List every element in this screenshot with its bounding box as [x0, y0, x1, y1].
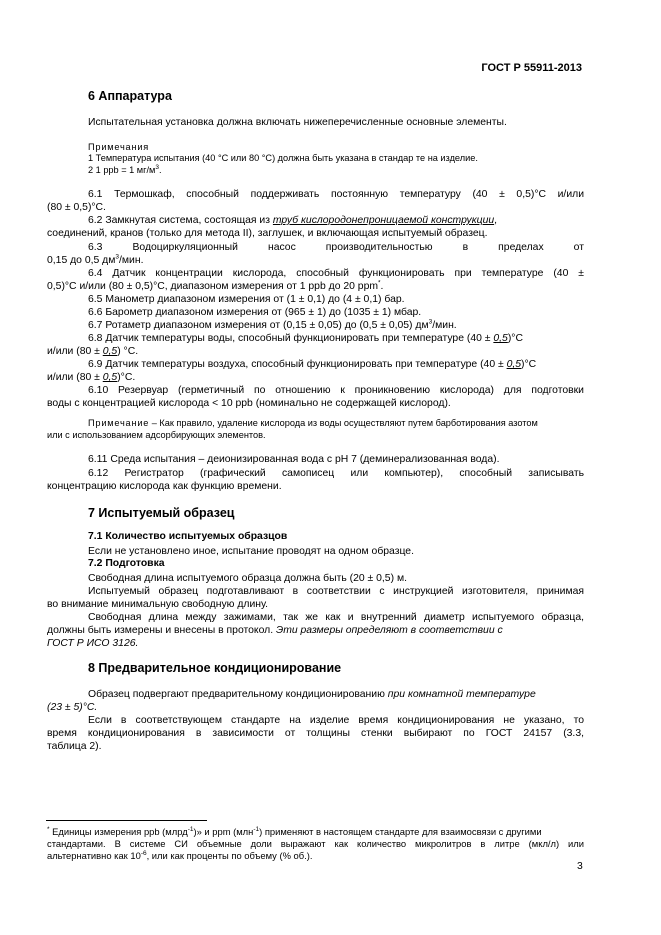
- note-1: 1 Температура испытания (40 °С или 80 °С) должна быть указана в стандар те на изделие.: [88, 153, 478, 163]
- section-8-text-2-line-1: Если в соответствующем стандарте на изделие время кондиционирования не указано, то: [88, 715, 584, 726]
- note-3-line-2: или с использованием адсорбирующих элементов.: [47, 430, 266, 440]
- section-7-title: 7 Испытуемый образец: [88, 506, 235, 520]
- item-6-11: 6.11 Среда испытания – деионизированная вода с pH 7 (деминерализованная вода).: [88, 454, 500, 465]
- item-6-8-line-1: 6.8 Датчик температуры воды, способный функционировать при температуре (40 ± 0,5)°С: [88, 333, 523, 344]
- section-8-text-1-line-1: Образец подвергают предварительному кондиционированию при комнатной температуре: [88, 689, 536, 700]
- item-6-3-line-1: 6.3 Водоциркуляционный насос производительностью в пределах от: [88, 242, 584, 253]
- note-3: Примечание – Как правило, удаление кислорода из воды осуществляют путем барботирования азотом: [88, 418, 538, 428]
- item-6-8-line-2: и/или (80 ± 0,5) °С.: [47, 346, 139, 357]
- document-header: ГОСТ Р 55911-2013: [481, 62, 582, 74]
- subsection-7-2-title: 7.2 Подготовка: [88, 558, 165, 569]
- item-6-1-line-1: 6.1 Термошкаф, способный поддерживать постоянную температуру (40 ± 0,5)°С и/или: [88, 189, 584, 200]
- item-6-12-line-1: 6.12 Регистратор (графический самописец или компьютер), способный записывать: [88, 468, 584, 479]
- subsection-7-2-text-2-line-1: Испытуемый образец подготавливают в соответствии с инструкцией изготовителя, принимая: [88, 586, 584, 597]
- page-number: 3: [577, 861, 583, 872]
- footnote-separator: [46, 820, 207, 821]
- note-2: 2 1 ppb = 1 $мг/м^3$.: [88, 163, 162, 175]
- subsection-7-1-text: Если не установлено иное, испытание проводят на одном образце.: [88, 546, 414, 557]
- item-6-4-line-2: 0,5)°С и/или (80 ± 0,5)°С, диапазоном измерения от 1 ppb до 20 ppm*.: [47, 279, 384, 292]
- item-6-10-line-2: воды с концентрацией кислорода < 10 ppb (номинально не содержащей кислород).: [47, 398, 451, 409]
- footnote-line-1: * Единицы измерения ppb (млрд$^{-1}$)» и ppm (млн$^{-1}$) применяют в настоящем стандарте для взаимосвязи с другими: [47, 825, 542, 837]
- item-6-12-line-2: концентрацию кислорода как функцию времени.: [47, 481, 282, 492]
- item-6-4-line-1: 6.4 Датчик концентрации кислорода, способный функционировать при температуре (40 ±: [88, 268, 584, 279]
- item-6-9-line-2: и/или (80 ± 0,5)°С.: [47, 372, 136, 383]
- section-8-text-1-line-2: (23 ± 5)°С.: [47, 702, 98, 713]
- item-6-2-line-1: 6.2 Замкнутая система, состоящая из труб кислородонепроницаемой конструкции,: [88, 215, 498, 226]
- subsection-7-2-text-2-line-2: во внимание минимальную свободную длину.: [47, 599, 269, 610]
- item-6-1-line-2: (80 ± 0,5)°С.: [47, 202, 106, 213]
- notes-title: Примечания: [88, 142, 150, 152]
- subsection-7-2-text-1: Свободная длина испытуемого образца должна быть (20 ± 0,5) м.: [88, 573, 407, 584]
- section-8-title: 8 Предварительное кондиционирование: [88, 661, 342, 675]
- item-6-9-line-1: 6.9 Датчик температуры воздуха, способный функционировать при температуре (40 ± 0,5)°С: [88, 359, 537, 370]
- item-6-7: 6.7 Ротаметр диапазоном измерения от (0,15 ± 0,05) до (0,5 ± 0,05) $дм^3$/мин.: [88, 318, 457, 331]
- item-6-3-line-2: 0,15 до 0,5 $дм^3$/мин.: [47, 253, 144, 266]
- subsection-7-2-text-3-line-2: должны быть измерены и внесены в протокол. Эти размеры определяют в соответствии с: [47, 625, 503, 636]
- item-6-10-line-1: 6.10 Резервуар (герметичный по отношению к проникновению кислорода) для подготовки: [88, 385, 584, 396]
- footnote-line-2: стандартами. В системе СИ объемные доли выражают как количество микролитров в литре (мкл/л) или: [47, 838, 584, 849]
- section-8-text-2-line-3: таблица 2).: [47, 741, 102, 752]
- subsection-7-1-title: 7.1 Количество испытуемых образцов: [88, 531, 288, 542]
- subsection-7-2-text-3-line-1: Свободная длина между зажимами, так же как и внутренний диаметр испытуемого образца,: [88, 612, 584, 623]
- footnote-line-3: альтернативно как $10^{-6}$, или как проценты по объему (% об.).: [47, 849, 313, 861]
- item-6-2-line-2: соединений, кранов (только для метода II), заглушек, и включающая испытуемый образец.: [47, 228, 488, 239]
- section-6-title: 6 Аппаратура: [88, 89, 172, 103]
- item-6-5: 6.5 Манометр диапазоном измерения от (1 ± 0,1) до (4 ± 0,1) бар.: [88, 294, 405, 305]
- subsection-7-2-text-3-line-3: ГОСТ Р ИСО 3126.: [47, 638, 139, 649]
- section-6-intro: Испытательная установка должна включать нижеперечисленные основные элементы.: [88, 117, 507, 128]
- section-8-text-2-line-2: время кондиционирования в зависимости от толщины стенки выбирают по ГОСТ 24157 (3.3,: [47, 728, 584, 739]
- item-6-6: 6.6 Барометр диапазоном измерения от (965 ± 1) до (1035 ± 1) мбар.: [88, 307, 422, 318]
